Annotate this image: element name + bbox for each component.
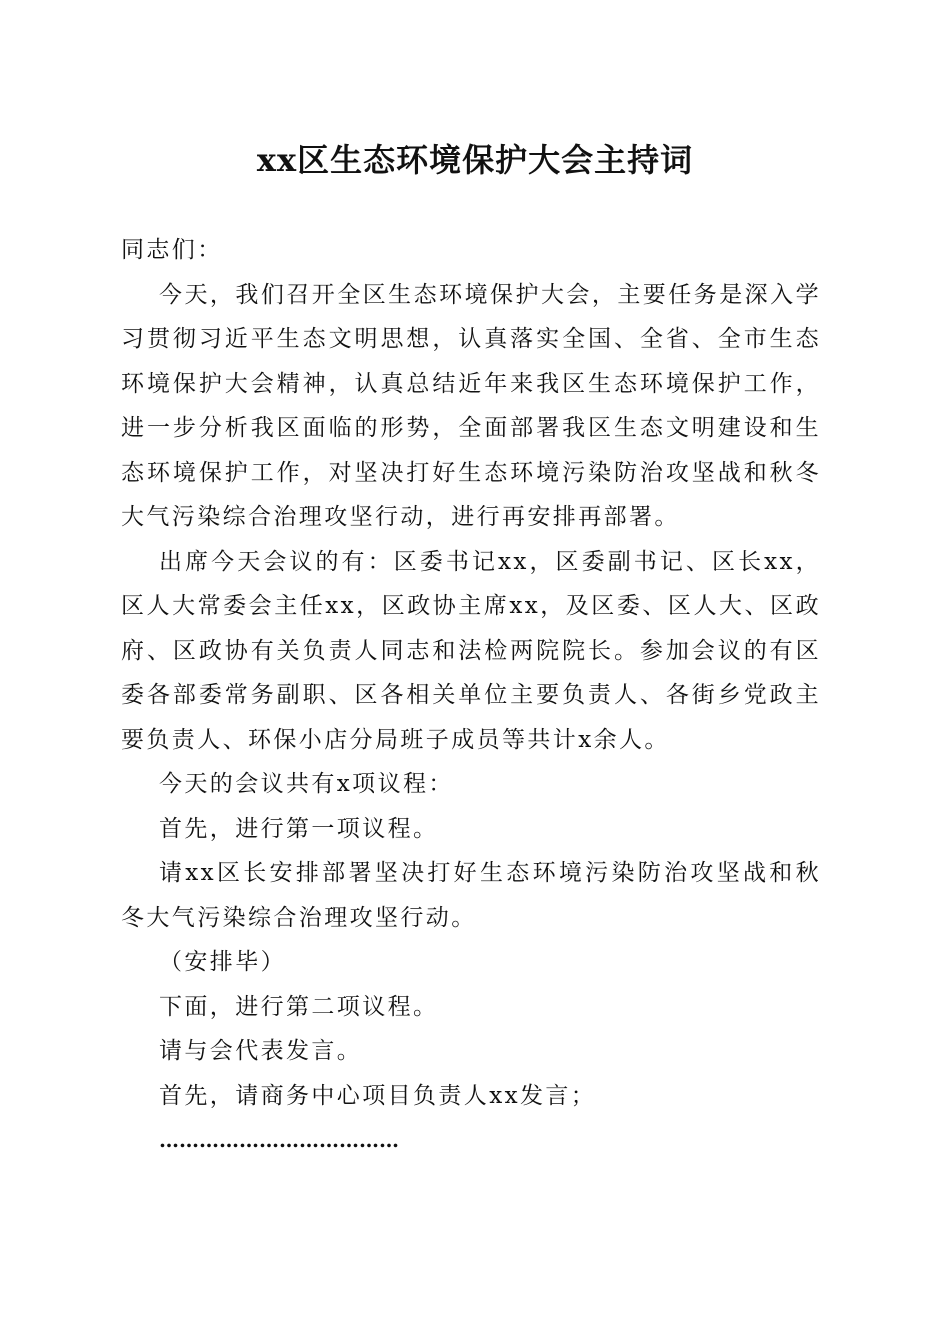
paragraph-agenda-item-2: 下面，进行第二项议程。 [159, 993, 439, 1020]
paragraph-opening: 今天，我们召开全区生态环境保护大会，主要任务是深入学习贯彻习近平生态文明思想，认真落实全国、全省、全市生态环境保护大会精神，认真总结近年来我区生态环境保护工作，进一步分析我区面临的形势，全面部署我区生态文明建设和生态环境保护工作，对坚决打好生态环境污染防治攻坚战和秋冬大气污染综合治理攻坚行动，进行再安排再部署。 [121, 281, 821, 530]
paragraph-speech-request: 请xx区长安排部署坚决打好生态环境污染防治攻坚战和秋冬大气污染综合治理攻坚行动。 [121, 860, 821, 931]
salutation: 同志们： [121, 237, 223, 263]
paragraph-agenda-item-1: 首先，进行第一项议程。 [159, 815, 439, 842]
paragraph-arrangement-done: （安排毕） [159, 949, 286, 975]
ellipsis-line: ……………………………… [159, 1128, 399, 1152]
paragraph-first-speaker: 首先，请商务中心项目负责人xx发言； [159, 1082, 597, 1109]
paragraph-attendees: 出席今天会议的有：区委书记xx，区委副书记、区长xx，区人大常委会主任xx，区政协主席xx，及区委、区人大、区政府、区政协有关负责人同志和法检两院院长。参加会议的有区委各部委常务副职、区各相关单位主要负责人、各街乡党政主要负责人、环保小店分局班子成员等共计x余人。 [121, 548, 821, 753]
document-title: xx区生态环境保护大会主持词 [256, 141, 694, 179]
paragraph-delegate-speech: 请与会代表发言。 [159, 1038, 363, 1064]
paragraph-agenda-count: 今天的会议共有x项议程： [159, 771, 454, 797]
document-body [121, 228, 821, 1163]
